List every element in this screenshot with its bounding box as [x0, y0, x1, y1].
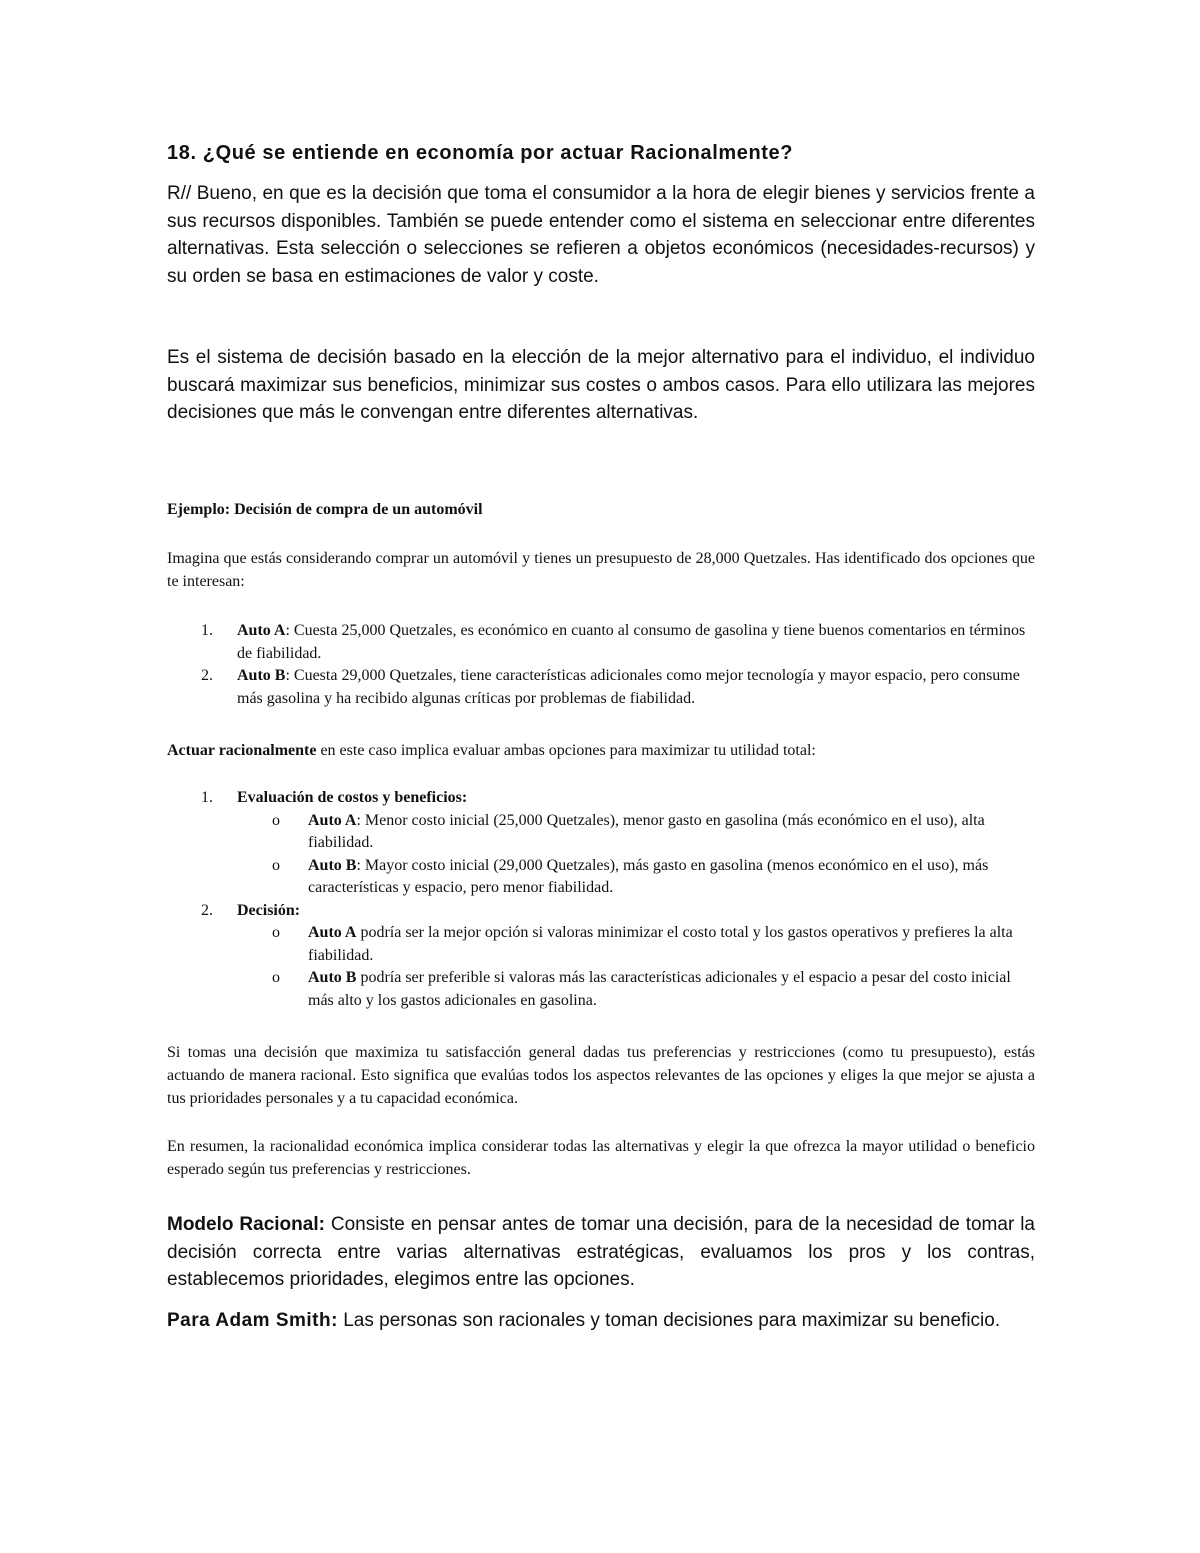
bullet-marker: o: [272, 924, 280, 941]
bullet-label: Auto B: [308, 856, 357, 874]
step-title: Decisión:: [237, 901, 301, 919]
option-text: : Cuesta 29,000 Quetzales, tiene características adicionales como mejor tecnología y mayor espacio, pero consume más gasolina y ha recibido algunas críticas por problemas de fiabilidad.: [237, 667, 1020, 707]
bullet-label: Auto A: [308, 924, 357, 941]
adam-smith-text: Las personas son racionales y toman decisiones para maximizar su beneficio.: [337, 1310, 1001, 1331]
adam-smith-paragraph: [167, 1307, 1035, 1335]
example-heading: Ejemplo: Decisión de compra de un automóvil: [167, 501, 483, 518]
steps-list: [167, 787, 1035, 1012]
list-item: [167, 900, 1035, 923]
conclusion-paragraph: Si tomas una decisión que maximiza tu satisfacción general dadas tus preferencias y restricciones (como tu presupuesto), estás actuando de manera racional. Esto significa que evalúas todos los aspectos relevantes de las opciones y eliges la que mejor se ajusta a tus prioridades personales y a tu capacidad económica.: [167, 1044, 1035, 1107]
list-number: 2.: [201, 901, 213, 919]
bullet-text: podría ser preferible si valoras más las características adicionales y el espacio a pesar del costo inicial más alto y los gastos adicionales en gasolina.: [308, 969, 1011, 1009]
list-number: 1.: [201, 622, 213, 639]
definition-paragraph: Es el sistema de decisión basado en la elección de la mejor alternativo para el individuo, el individuo buscará maximizar sus beneficios, minimizar sus costes o ambos casos. Para ello utilizara las mejores decisiones que más le convengan entre diferentes alternativas.: [167, 347, 1035, 423]
rational-intro: [167, 739, 1035, 762]
options-list: [167, 620, 1035, 710]
rational-model-label: Modelo Racional:: [167, 1214, 325, 1235]
step-title: Evaluación de costos y beneficios:: [237, 789, 468, 806]
sub-list-item: [167, 922, 1035, 967]
adam-smith-label: Para Adam Smith:: [167, 1310, 338, 1331]
bullet-text: : Mayor costo inicial (29,000 Quetzales), más gasto en gasolina (menos económico en el uso), más características y espacio, pero menor fiabilidad.: [308, 856, 989, 896]
bullet-text: : Menor costo inicial (25,000 Quetzales), menor gasto en gasolina (más económico en el uso), alta fiabilidad.: [308, 811, 985, 851]
rational-text: en este caso implica evaluar ambas opciones para maximizar tu utilidad total:: [316, 742, 816, 759]
list-item: [167, 665, 1035, 710]
rational-label: Actuar racionalmente: [167, 742, 317, 759]
rational-model-paragraph: [167, 1211, 1035, 1294]
bullet-marker: o: [272, 811, 280, 829]
question-title: 18. ¿Qué se entiende en economía por actuar Racionalmente?: [167, 142, 794, 164]
rational-model-text: Consiste en pensar antes de tomar una decisión, para de la necesidad de tomar la decisión correcta entre varias alternativas estratégicas, evaluamos los pros y los contras, establecemos prioridades, elegimos entre las opciones.: [167, 1214, 1036, 1290]
answer-paragraph: R// Bueno, en que es la decisión que toma el consumidor a la hora de elegir bienes y servicios frente a sus recursos disponibles. También se puede entender como el sistema en seleccionar entre diferentes alternativas. Esta selección o selecciones se refieren a objetos económicos (necesidades-recursos) y su orden se basa en estimaciones de valor y coste.: [167, 183, 1035, 287]
sub-list-item: [167, 810, 1035, 855]
sub-list-item: [167, 855, 1035, 900]
option-text: : Cuesta 25,000 Quetzales, es económico en cuanto al consumo de gasolina y tiene buenos comentarios en términos de fiabilidad.: [237, 622, 1026, 662]
list-item: [167, 787, 1035, 810]
bullet-marker: o: [272, 969, 280, 986]
bullet-label: Auto B: [308, 969, 357, 986]
option-label: Auto A: [237, 622, 286, 639]
list-number: 1.: [201, 789, 213, 806]
bullet-text: podría ser la mejor opción si valoras minimizar el costo total y los gastos operativos y prefieres la alta fiabilidad.: [308, 924, 1013, 964]
sub-list-item: [167, 967, 1035, 1012]
list-number: 2.: [201, 667, 213, 684]
bullet-marker: o: [272, 856, 280, 874]
option-label: Auto B: [237, 667, 286, 684]
example-intro: Imagina que estás considerando comprar un automóvil y tienes un presupuesto de 28,000 Quetzales. Has identificado dos opciones que te interesan:: [167, 550, 1035, 590]
summary-paragraph: En resumen, la racionalidad económica implica considerar todas las alternativas y elegir la que ofrezca la mayor utilidad o beneficio esperado según tus preferencias y restricciones.: [167, 1138, 1035, 1178]
bullet-label: Auto A: [308, 811, 357, 829]
list-item: [167, 620, 1035, 665]
